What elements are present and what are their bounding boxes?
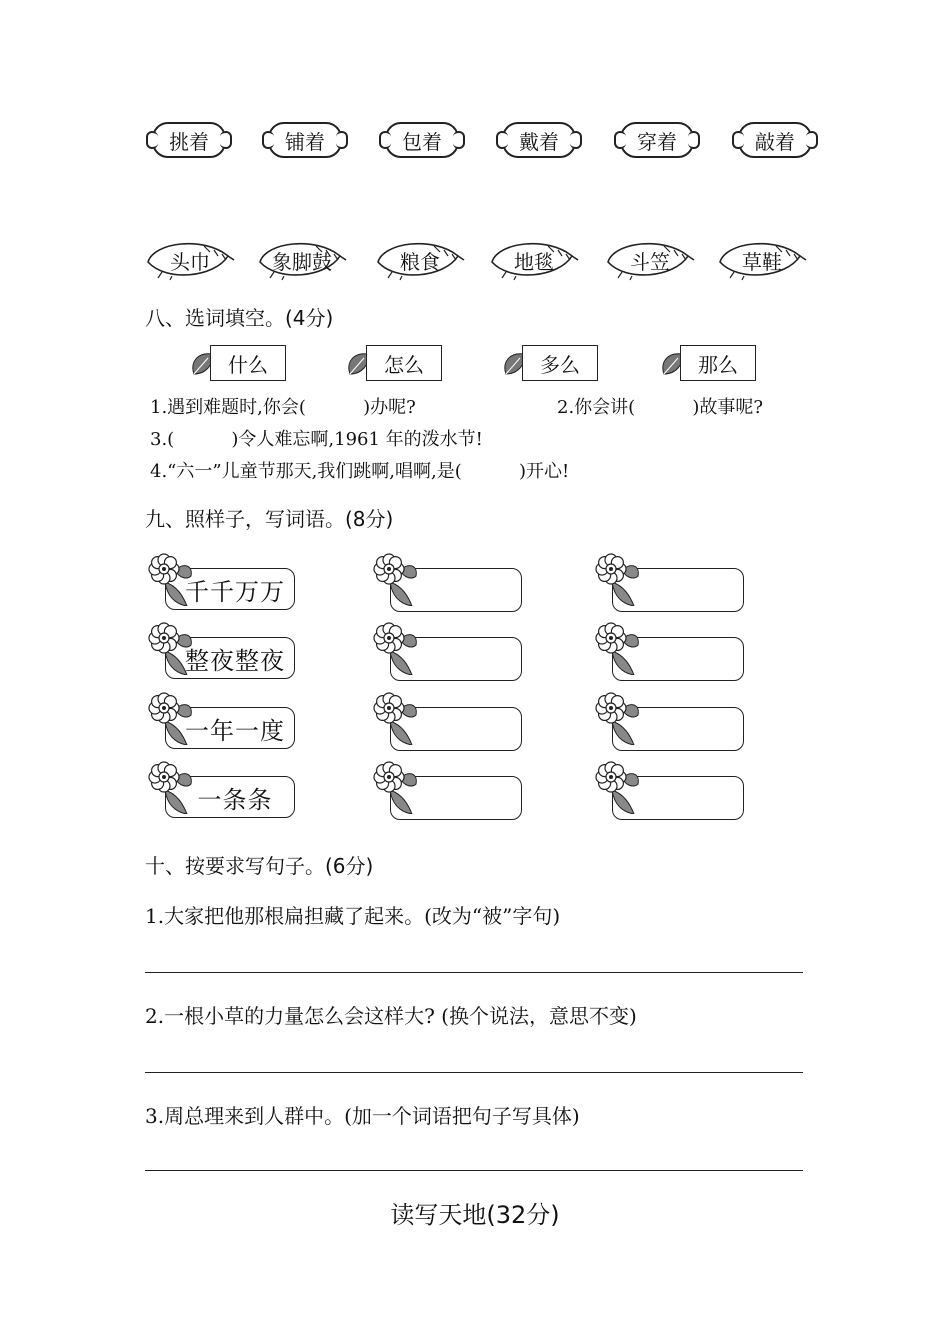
choice-word-card: 怎么 [366, 345, 442, 381]
example-word-box: 千千万万 [165, 568, 295, 610]
leaf-word [722, 240, 802, 280]
leaf-word-text: 地毯 [514, 249, 554, 274]
example-word-box: 整夜整夜 [165, 637, 295, 679]
cloud-word: 戴着 [502, 122, 576, 158]
leaf-word [150, 240, 230, 280]
cloud-word: 挑着 [152, 122, 226, 158]
cloud-word: 穿着 [620, 122, 694, 158]
choice-word-card: 多么 [522, 345, 598, 381]
choice-word-card: 什么 [210, 345, 286, 381]
leaf-word-text: 斗笠 [630, 249, 670, 274]
section10-heading: 十、按要求写句子。(6分) [145, 854, 374, 878]
flower-icon [594, 552, 640, 606]
section9-heading: 九、照样子，写词语。(8分) [145, 507, 394, 531]
flower-icon [147, 621, 193, 675]
example-word-box: 一条条 [165, 776, 295, 818]
cloud-word: 铺着 [268, 122, 342, 158]
leaf-word-text: 草鞋 [742, 249, 782, 274]
rewrite-question: 3.周总理来到人群中。(加一个词语把句子写具体) [145, 1104, 580, 1128]
flower-icon [147, 760, 193, 814]
leaf-word-text: 粮食 [400, 249, 440, 274]
cloud-word: 包着 [385, 122, 459, 158]
leaf-word [380, 240, 460, 280]
fill-blank-sentence: 3.( )令人难忘啊,1961 年的泼水节! [150, 429, 483, 450]
flower-icon [372, 691, 418, 745]
choice-word-card: 那么 [680, 345, 756, 381]
flower-icon [594, 760, 640, 814]
answer-line[interactable] [145, 972, 803, 973]
section-title: 读写天地(32分) [390, 1201, 560, 1229]
example-word-box: 一年一度 [165, 707, 295, 749]
leaf-word [262, 240, 342, 280]
flower-icon [372, 760, 418, 814]
section8-heading: 八、选词填空。(4分) [145, 306, 334, 330]
cloud-word: 敲着 [738, 122, 812, 158]
flower-icon [147, 691, 193, 745]
fill-blank-sentence: 2.你会讲( )故事呢? [557, 397, 764, 418]
leaf-word [610, 240, 690, 280]
rewrite-question: 1.大家把他那根扁担藏了起来。(改为“被”字句) [145, 904, 561, 928]
leaf-word [494, 240, 574, 280]
flower-icon [147, 552, 193, 606]
leaf-word-text: 象脚鼓 [272, 249, 332, 274]
flower-icon [594, 691, 640, 745]
fill-blank-sentence: 4.“六一”儿童节那天,我们跳啊,唱啊,是( )开心! [150, 461, 570, 482]
flower-icon [372, 552, 418, 606]
flower-icon [372, 621, 418, 675]
fill-blank-sentence: 1.遇到难题时,你会( )办呢? [150, 397, 416, 418]
rewrite-question: 2.一根小草的力量怎么会这样大? (换个说法，意思不变) [145, 1004, 637, 1028]
answer-line[interactable] [145, 1170, 803, 1171]
leaf-word-text: 头巾 [170, 249, 210, 274]
flower-icon [594, 621, 640, 675]
answer-line[interactable] [145, 1072, 803, 1073]
